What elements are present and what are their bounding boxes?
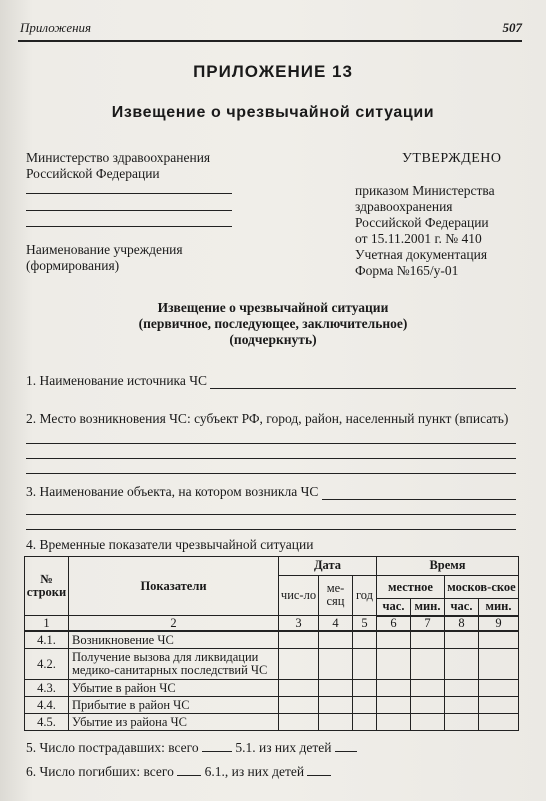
row-label: Прибытие в район ЧС (69, 697, 279, 714)
approval-line: Учетная документация (355, 247, 488, 262)
deaths-children-label: 6.1., из них детей (204, 764, 305, 779)
question-1-answer-line[interactable] (210, 388, 516, 389)
table-cell[interactable] (319, 714, 353, 731)
running-header-section: Приложения (20, 20, 92, 35)
table-cell[interactable] (377, 697, 411, 714)
table-cell[interactable] (319, 680, 353, 697)
approval-status: УТВЕРЖДЕНО (402, 151, 502, 166)
header-month: ме-сяц (319, 575, 353, 615)
table-row (25, 648, 519, 680)
header-date: Дата (279, 557, 377, 576)
row-number: 4.1. (25, 631, 69, 648)
header-row-number: № строки (25, 557, 69, 616)
table-cell[interactable] (377, 714, 411, 731)
page-number: 507 (502, 20, 522, 35)
column-number: 6 (377, 616, 411, 632)
ministry-blank-line-2[interactable] (26, 210, 232, 211)
row-number: 4.3. (25, 680, 69, 697)
table-cell[interactable] (445, 714, 479, 731)
document-title: Извещение о чрезвычайной ситуации (111, 104, 435, 121)
column-number: 4 (319, 616, 353, 632)
approval-line: приказом Министерства (355, 183, 495, 198)
table-cell[interactable] (353, 631, 377, 648)
table-row (25, 714, 519, 731)
column-number: 9 (479, 616, 519, 632)
header-moscow-hours: час. (445, 599, 479, 616)
column-number: 3 (279, 616, 319, 632)
header-moscow-time: москов-ское (445, 575, 519, 598)
notice-heading (0, 300, 546, 348)
table-cell[interactable] (279, 714, 319, 731)
institution-line-1: Наименование учреждения (26, 242, 183, 257)
casualties-children-label: 5.1. из них детей (235, 740, 332, 755)
notice-heading-types: (первичное, последующее, заключительное) (138, 316, 408, 331)
question-3-answer-line-3[interactable] (26, 529, 516, 530)
question-2-answer-line-2[interactable] (26, 458, 516, 459)
header-local-time: местное (377, 575, 445, 598)
row-number: 4.4. (25, 697, 69, 714)
table-cell[interactable] (353, 714, 377, 731)
table-cell[interactable] (479, 714, 519, 731)
approval-line: от 15.11.2001 г. № 410 (355, 231, 482, 246)
table-cell[interactable] (377, 648, 411, 680)
table-cell[interactable] (479, 680, 519, 697)
header-indicators: Показатели (69, 557, 279, 616)
table-cell[interactable] (377, 631, 411, 648)
question-3-label: 3. Наименование объекта, на котором возникла ЧС (26, 484, 319, 499)
ministry-block (26, 150, 210, 182)
institution-block (26, 242, 183, 274)
time-indicators-table-wrap (24, 556, 518, 731)
question-3-answer-line-2[interactable] (26, 514, 516, 515)
column-number: 7 (411, 616, 445, 632)
row-number: 4.5. (25, 714, 69, 731)
table-cell[interactable] (411, 714, 445, 731)
row-label: Убытие в район ЧС (69, 680, 279, 697)
table-cell[interactable] (353, 648, 377, 680)
table-cell[interactable] (279, 680, 319, 697)
table-cell[interactable] (445, 648, 479, 680)
approval-line: Российской Федерации (355, 215, 489, 230)
running-header (18, 18, 522, 42)
deaths-total-blank[interactable] (177, 763, 201, 776)
table-cell[interactable] (279, 631, 319, 648)
row-label: Получение вызова для ликвидации медико-санитарных последствий ЧС (69, 648, 279, 680)
header-day: чис-ло (279, 575, 319, 615)
table-cell[interactable] (353, 680, 377, 697)
table-cell[interactable] (411, 648, 445, 680)
header-moscow-minutes: мин. (479, 599, 519, 616)
notice-heading-title: Извещение о чрезвычайной ситуации (157, 300, 389, 315)
row-label: Возникновение ЧС (69, 631, 279, 648)
table-cell[interactable] (377, 680, 411, 697)
question-3-answer-line-1[interactable] (322, 499, 516, 500)
question-2-answer-line-1[interactable] (26, 443, 516, 444)
deaths-children-blank[interactable] (307, 763, 331, 776)
table-cell[interactable] (411, 631, 445, 648)
table-cell[interactable] (411, 697, 445, 714)
question-1-label: 1. Наименование источника ЧС (26, 373, 208, 388)
header-local-hours: час. (377, 599, 411, 616)
question-4-label: 4. Временные показатели чрезвычайной ситуации (26, 537, 314, 552)
column-number: 8 (445, 616, 479, 632)
table-cell[interactable] (445, 680, 479, 697)
table-cell[interactable] (479, 648, 519, 680)
header-local-minutes: мин. (411, 599, 445, 616)
question-2-answer-line-3[interactable] (26, 473, 516, 474)
table-cell[interactable] (353, 697, 377, 714)
table-cell[interactable] (445, 697, 479, 714)
ministry-line-2: Российской Федерации (26, 166, 160, 181)
table-cell[interactable] (479, 697, 519, 714)
notice-heading-instruction: (подчеркнуть) (229, 332, 317, 347)
table-cell[interactable] (319, 631, 353, 648)
time-indicators-table (24, 556, 519, 731)
ministry-blank-line-3[interactable] (26, 226, 232, 227)
row-label: Убытие из района ЧС (69, 714, 279, 731)
table-cell[interactable] (319, 697, 353, 714)
table-cell[interactable] (479, 631, 519, 648)
casualties-total-blank[interactable] (202, 739, 232, 752)
casualties-total-label: 5. Число пострадавших: всего (26, 740, 199, 755)
table-cell[interactable] (319, 648, 353, 680)
column-number: 2 (69, 616, 279, 632)
question-2-label: 2. Место возникновения ЧС: субъект РФ, город, район, населенный пункт (вписать) (26, 411, 509, 426)
approval-line: здравоохранения (355, 199, 453, 214)
table-cell[interactable] (411, 680, 445, 697)
institution-line-2: (формирования) (26, 258, 120, 273)
deaths-total-label: 6. Число погибших: всего (26, 764, 174, 779)
ministry-line-1: Министерство здравоохранения (26, 150, 211, 165)
row-number: 4.2. (25, 648, 69, 680)
table-cell[interactable] (279, 648, 319, 680)
header-year: год (353, 575, 377, 615)
table-cell[interactable] (445, 631, 479, 648)
table-row (25, 680, 519, 697)
ministry-blank-line-1[interactable] (26, 193, 232, 194)
summary-casualties (26, 739, 357, 756)
approval-order-block (355, 183, 495, 279)
casualties-children-blank[interactable] (335, 739, 357, 752)
table-row (25, 697, 519, 714)
appendix-title: ПРИЛОЖЕНИЕ 13 (193, 62, 353, 81)
table-cell[interactable] (279, 697, 319, 714)
header-time: Время (377, 557, 519, 576)
column-number: 1 (25, 616, 69, 632)
column-number: 5 (353, 616, 377, 632)
table-row (25, 631, 519, 648)
summary-deaths (26, 763, 331, 780)
approval-line: Форма №165/у-01 (355, 263, 459, 278)
